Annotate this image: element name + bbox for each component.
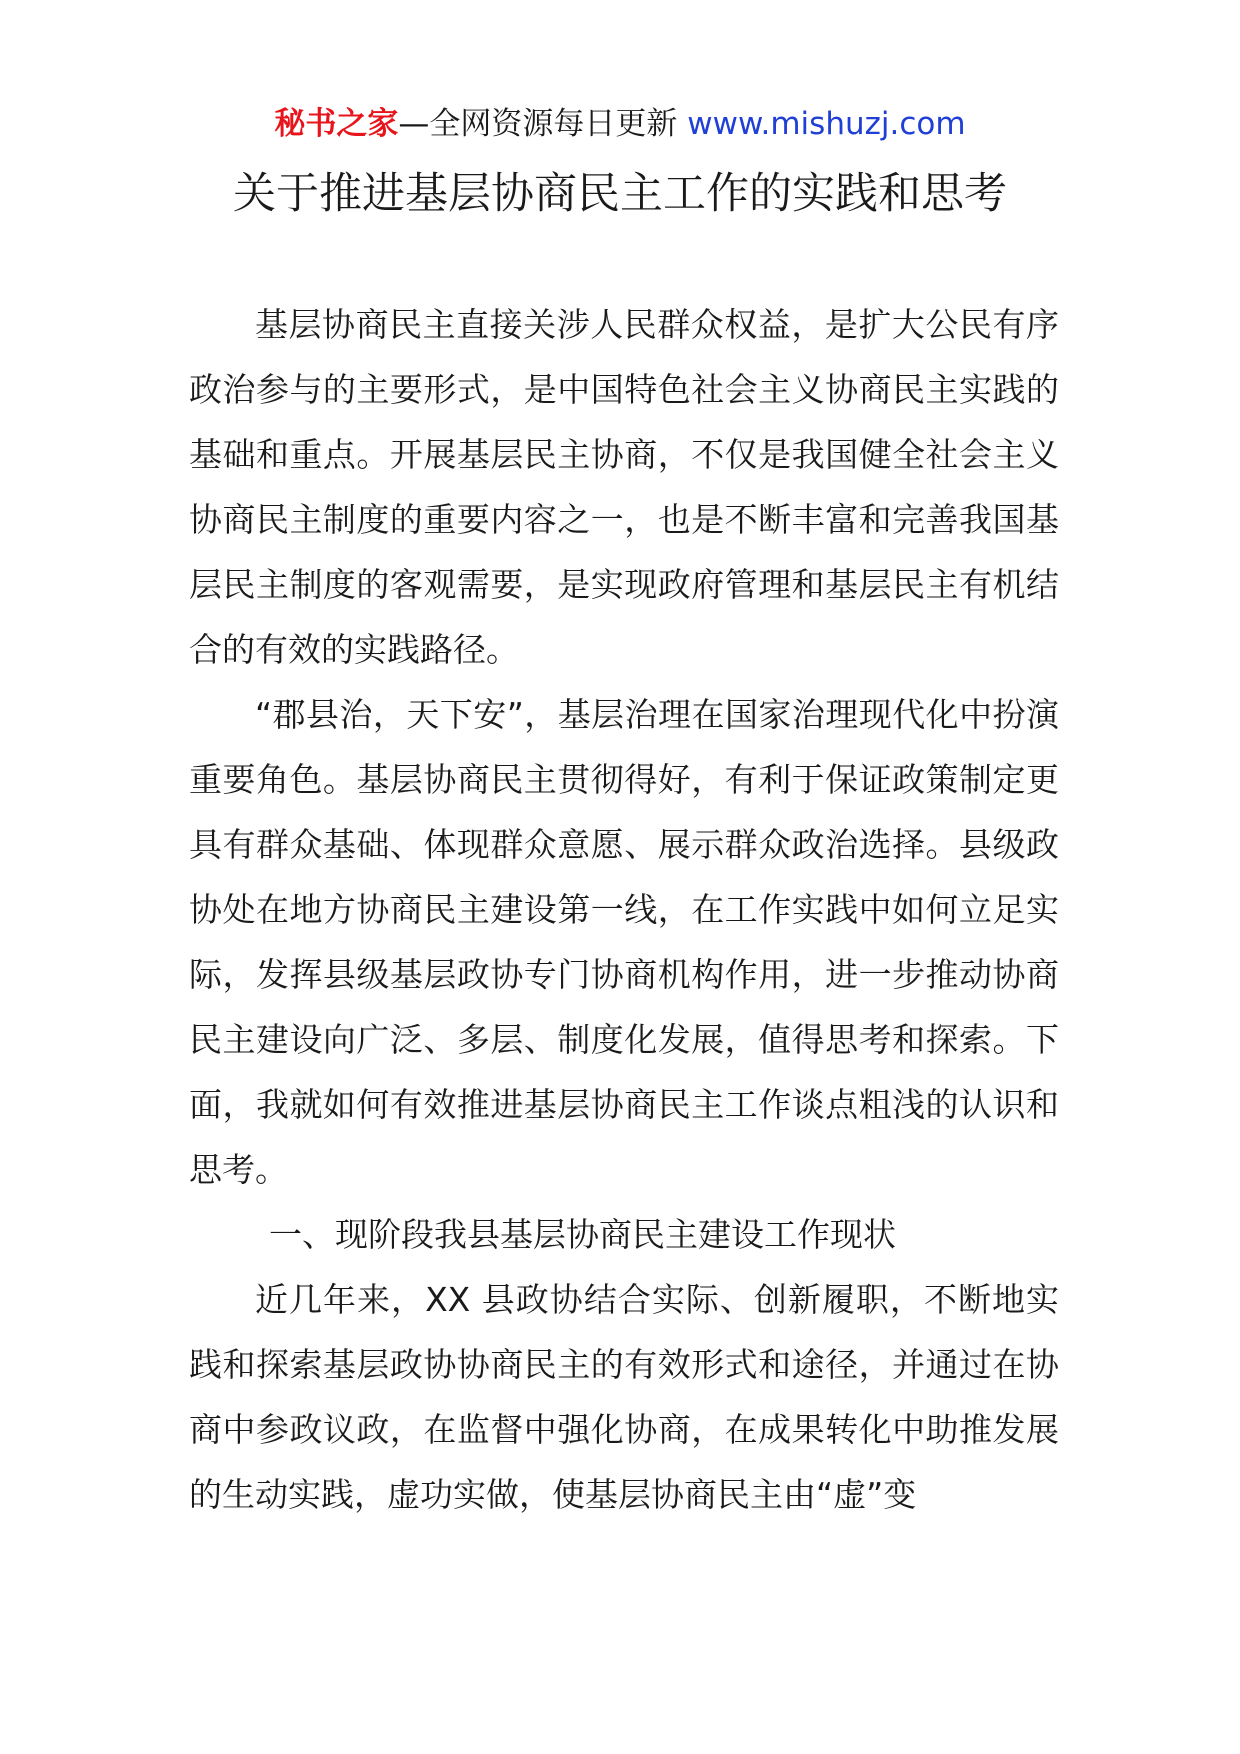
- brand-name: 秘书之家: [274, 106, 399, 142]
- site-header: [0, 104, 1240, 144]
- document-body: [189, 292, 1059, 1527]
- paragraph: “郡县治，天下安”，基层治理在国家治理现代化中扮演重要角色。基层协商民主贯彻得好，有利于保证政策制定更具有群众基础、体现群众意愿、展示群众政治选择。县级政协处在地方协商民主建设第一线，在工作实践中如何立足实际，发挥县级基层政协专门协商机构作用，进一步推动协商民主建设向广泛、多层、制度化发展，值得思考和探索。下面，我就如何有效推进基层协商民主工作谈点粗浅的认识和思考。: [189, 695, 1059, 1189]
- header-tagline: —全网资源每日更新: [398, 106, 688, 142]
- section-heading: 一、现阶段我县基层协商民主建设工作现状: [269, 1215, 896, 1254]
- site-url-link[interactable]: www.mishuzj.com: [687, 106, 966, 142]
- document-title: 关于推进基层协商民主工作的实践和思考: [233, 169, 1007, 219]
- paragraph: 基层协商民主直接关涉人民群众权益，是扩大公民有序政治参与的主要形式，是中国特色社会主义协商民主实践的基础和重点。开展基层民主协商，不仅是我国健全社会主义协商民主制度的重要内容之一，也是不断丰富和完善我国基层民主制度的客观需要，是实现政府管理和基层民主有机结合的有效的实践路径。: [189, 305, 1059, 669]
- paragraph: 近几年来，XX 县政协结合实际、创新履职，不断地实践和探索基层政协协商民主的有效形式和途径，并通过在协商中参政议政，在监督中强化协商，在成果转化中助推发展的生动实践，虚功实做，使基层协商民主由“虚”变: [189, 1280, 1059, 1514]
